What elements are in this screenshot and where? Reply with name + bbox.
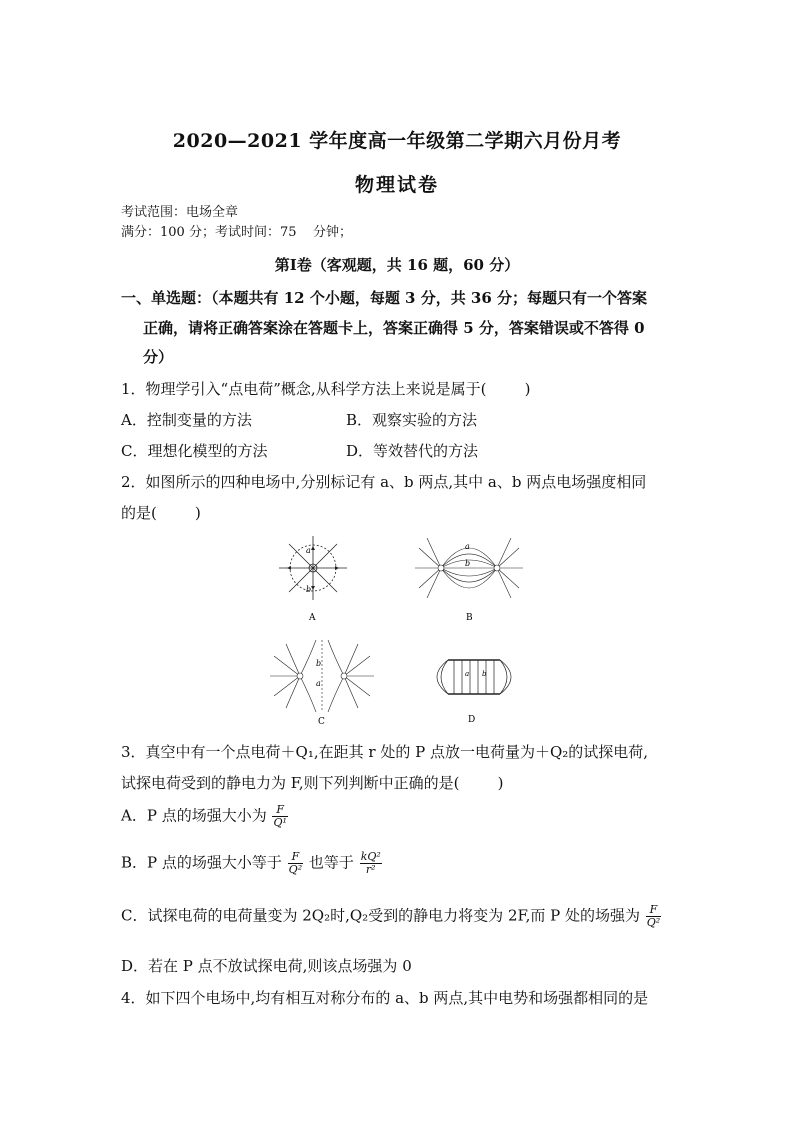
part1-heading-line1: 一、单选题：（本题共有 12 个小题，每题 3 分，共 36 分；每题只有一个答案 — [121, 289, 648, 307]
q2-stem-line2: 的是( ) — [121, 504, 201, 522]
figure-c-label-a: a — [316, 679, 321, 688]
part1-heading-line3: 分） — [143, 348, 174, 366]
q3-stem-line2: 试探电荷受到的静电力为 F,则下列判断中正确的是( ) — [121, 774, 504, 792]
exam-range: 考试范围：电场全章 — [121, 205, 239, 220]
figure-a-point-charge-field — [276, 532, 350, 628]
part1-heading-line2: 正确，请将正确答案涂在答题卡上，答案正确得 5 分，答案错误或不答得 0 — [143, 319, 645, 337]
q4-stem-line1: 4．如下四个电场中,均有相互对称分布的 a、b 两点,其中电势和场强都相同的是 — [121, 989, 649, 1007]
figure-a-caption: A — [309, 613, 316, 623]
figure-c-caption: C — [318, 717, 325, 727]
q3-option-d: D．若在 P 点不放试探电荷,则该点场强为 0 — [121, 957, 412, 975]
q3-stem-line1: 3．真空中有一个点电荷＋Q₁,在距其 r 处的 P 点放一电荷量为＋Q₂的试探电荷, — [121, 743, 649, 761]
exam-title: 2020—2021 学年度高一年级第二学期六月份月考 — [172, 130, 622, 152]
figure-c-label-b: b — [316, 659, 322, 668]
q3-option-b: B．P 点的场强大小等于 $\frac{F}{\text{Q²}}$ 也等于 $\frac{\text{kQ²}}{\text{r²}}$ — [121, 850, 381, 876]
figure-d-label-b: b — [482, 670, 487, 678]
exam-subtitle: 物理试卷 — [354, 174, 439, 196]
q1-option-c: C．理想化模型的方法 — [121, 442, 268, 460]
figure-c-like-charges-field — [266, 636, 378, 730]
q1-stem: 1．物理学引入“点电荷”概念,从科学方法上来说是属于( ) — [121, 380, 531, 398]
figure-d-label-a: a — [465, 670, 470, 678]
section-title: 第Ⅰ卷（客观题，共 16 题，60 分） — [274, 256, 520, 274]
q2-stem-line1: 2．如图所示的四种电场中,分别标记有 a、b 两点,其中 a、b 两点电场强度相同 — [121, 473, 647, 491]
q1-option-b: B．观察实验的方法 — [346, 411, 478, 429]
figure-a-label-a: a — [306, 546, 311, 555]
exam-score-time: 满分：100 分；考试时间：75 分钟； — [121, 225, 353, 240]
q3-option-a: A．P 点的场强大小为 $\frac{F}{\text{Q¹}}$ — [121, 803, 287, 829]
q1-option-a: A．控制变量的方法 — [121, 411, 252, 429]
figure-d-caption: D — [468, 715, 476, 725]
q3-option-c: C．试探电荷的电荷量变为 2Q₂时,Q₂受到的静电力将变为 2F,而 P 处的场强为 $\frac{F}{\text{Q²}}$ — [121, 903, 661, 929]
figure-d-parallel-plates-field — [432, 646, 516, 730]
figure-b-label-a: a — [465, 542, 470, 551]
figure-a-label-b: b — [306, 585, 312, 594]
figure-b-label-b: b — [465, 559, 471, 568]
q1-option-d: D．等效替代的方法 — [346, 442, 479, 460]
figure-b-caption: B — [466, 613, 473, 623]
figure-b-dipole-field — [411, 532, 527, 628]
